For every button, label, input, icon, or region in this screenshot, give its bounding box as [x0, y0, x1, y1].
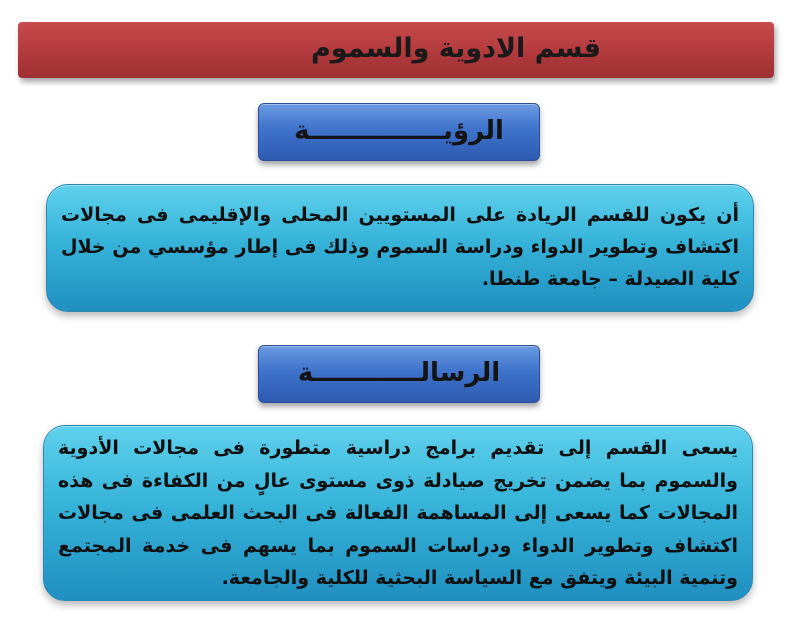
- mission-heading-label: الرسالــــــــــــة: [297, 358, 501, 388]
- vision-heading: [258, 103, 540, 161]
- mission-heading: [258, 345, 540, 403]
- mission-card: [43, 425, 753, 601]
- mission-text: يسعى القسم إلى تقديم برامج دراسية متطورة فى مجالات الأدوية والسموم بما يضمن تخريج صيادلة ذوى مستوى عالٍ من الكفاءة فى هذه المجالات كما يسعى إلى المساهمة الفعالة فى البحث العلمى فى مجالات اكتشاف وتطوير الدواء ودراسات السموم بما يسهم فى خدمة المجتمع وتنمية البيئة ويتفق مع السياسة البحثية للكلية والجامعة.: [58, 437, 738, 589]
- department-title-banner: [18, 22, 774, 78]
- page-title: قسم الادوية والسموم: [310, 33, 602, 64]
- vision-card: [46, 184, 754, 312]
- vision-heading-label: الرؤيـــــــــــــــة: [294, 116, 504, 146]
- vision-text: أن يكون للقسم الريادة على المستويين المحلى والإقليمى فى مجالات اكتشاف وتطوير الدواء ودراسة السموم وذلك فى إطار مؤسسي من خلال كلية الصيدلة – جامعة طنطا.: [61, 204, 739, 290]
